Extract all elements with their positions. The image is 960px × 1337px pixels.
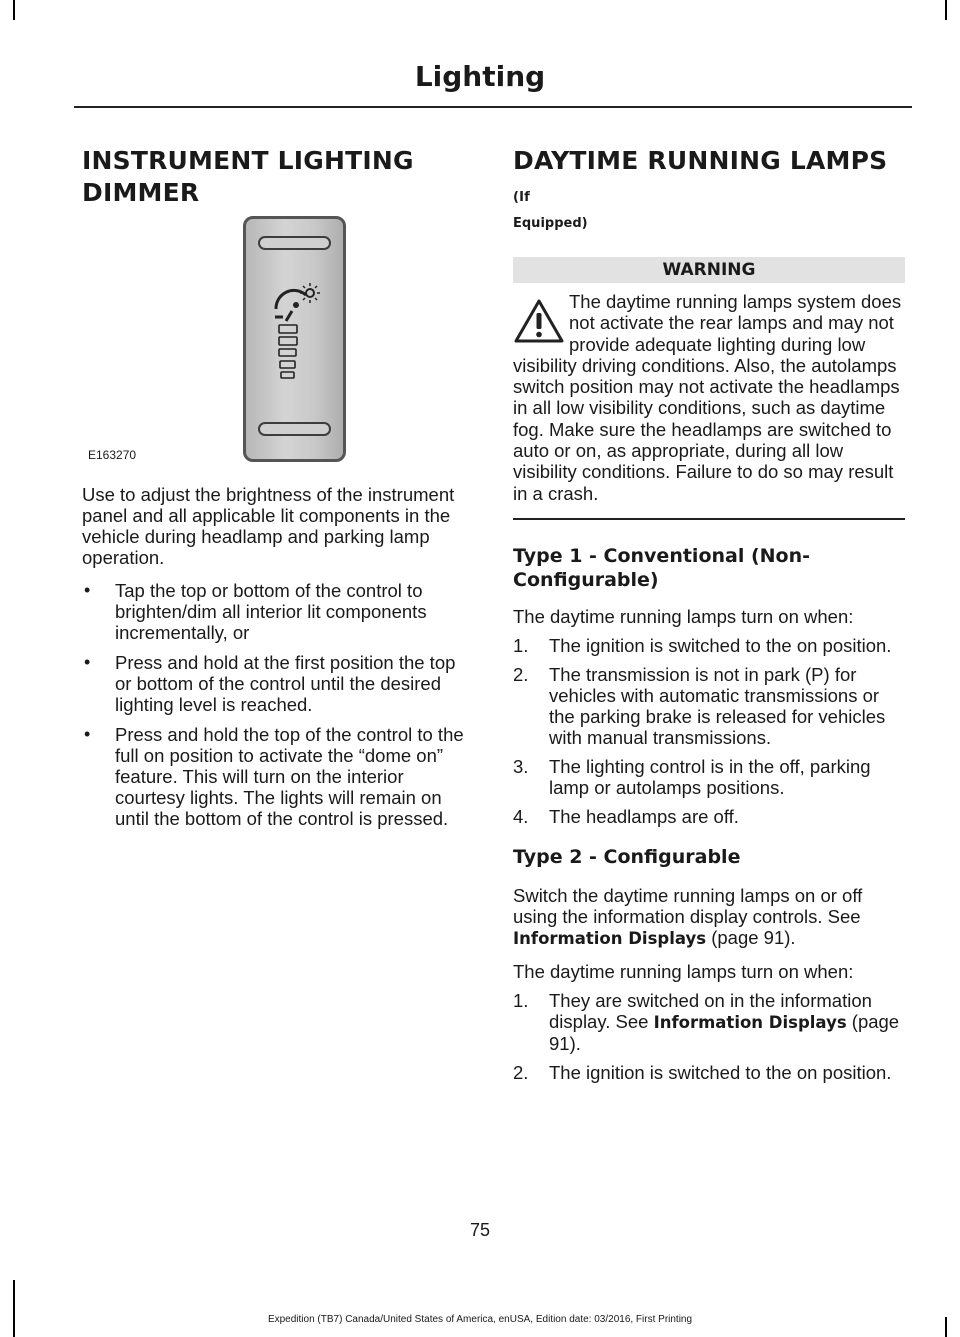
step-number: 2. (513, 1061, 529, 1083)
warning-text: The daytime running lamps system does not activate the rear lamps and may not provide adequate lighting during low visibility driving conditions. Also, the autolamps switch position may not activate the headlamps in all low visibility conditions, such as daytime fog. Make sure the headlamps are switched to auto or on, as appropriate, during all low visibility conditions. Failure to do so may result in a crash. (513, 291, 902, 504)
step-number: 4. (513, 805, 529, 827)
page-ref: (page 91). (711, 926, 796, 948)
left-column (82, 145, 474, 838)
drl-heading-equipped: Equipped) (513, 216, 588, 231)
dimmer-brightness-icon (266, 281, 326, 411)
dimmer-heading-line2: DIMMER (82, 178, 200, 207)
switch-top-slot (258, 236, 331, 250)
warning-triangle-icon (513, 297, 565, 345)
step-number: 3. (513, 755, 529, 777)
dimmer-switch-figure (86, 209, 351, 464)
step-text: They are switched on in the information display. See (549, 989, 872, 1032)
step-text: The headlamps are off. (549, 805, 739, 827)
list-item (513, 990, 905, 1054)
list-item (513, 806, 905, 827)
dimmer-intro: Use to adjust the brightness of the instrument panel and all applicable lit components in the vehicle during headlamp and parking lamp operation. (82, 484, 455, 568)
step-number: 1. (513, 634, 529, 656)
list-item (513, 756, 905, 798)
list-item: • Press and hold at the first position the top or bottom of the control until the desired lighting level is reached. (82, 652, 474, 715)
step-text: The transmission is not in park (P) for vehicles with automatic transmissions or the parking brake is released for vehicles with manual transmissions. (549, 663, 886, 748)
crop-mark-top-right (945, 0, 947, 20)
list-item: • Press and hold the top of the control to the full on position to activate the “dome on” feature. This will turn on the interior courtesy lights. The lights will remain on until the bottom of the control is pressed. (82, 724, 474, 829)
header-rule (74, 106, 912, 108)
dimmer-bullet-list (82, 580, 474, 829)
page-number: 75 (469, 1220, 491, 1240)
crop-mark-bottom-left (13, 1280, 15, 1337)
list-item: • Tap the top or bottom of the control to brighten/dim all interior lit components incrementally, or (82, 580, 474, 643)
drl-heading-text: DAYTIME RUNNING LAMPS (513, 146, 888, 175)
type2-paragraph (513, 885, 905, 949)
dimmer-heading (82, 145, 474, 209)
figure-label: E163270 (88, 448, 137, 462)
list-item (513, 1062, 905, 1083)
step-text: The ignition is switched to the on position. (549, 634, 892, 656)
type2-steps (513, 990, 905, 1083)
drl-heading (513, 145, 905, 214)
right-column (513, 145, 905, 1091)
type1-steps (513, 635, 905, 827)
step-number: 2. (513, 663, 529, 685)
page-header-title: Lighting (414, 60, 546, 93)
step-number: 1. (513, 989, 529, 1011)
list-item (513, 664, 905, 748)
type1-heading: Type 1 - Conventional (Non-Configurable) (513, 544, 811, 591)
step-text: The ignition is switched to the on position. (549, 1061, 892, 1083)
information-displays-link[interactable]: Information Displays (513, 928, 707, 948)
crop-mark-top-left (13, 0, 15, 20)
type2-text: Switch the daytime running lamps on or off using the information display controls. See (513, 884, 863, 927)
list-item (513, 635, 905, 656)
page-ref: (page 91). (549, 1010, 900, 1054)
footer-text: Expedition (TB7) Canada/United States of America, enUSA, Edition date: 03/2016, First Printing (267, 1314, 693, 1325)
information-displays-link[interactable]: Information Displays (653, 1012, 847, 1032)
warning-title: WARNING (513, 257, 905, 283)
warning-box (513, 291, 905, 520)
type1-intro: The daytime running lamps turn on when: (513, 605, 854, 627)
type2-intro: The daytime running lamps turn on when: (513, 960, 854, 982)
drl-heading-if: (If (513, 190, 531, 205)
type2-heading: Type 2 - Configurable (513, 845, 741, 868)
switch-bottom-slot (258, 422, 331, 436)
step-text: The lighting control is in the off, parking lamp or autolamps positions. (549, 755, 871, 798)
dimmer-switch-illustration (243, 216, 346, 462)
dimmer-heading-line1: INSTRUMENT LIGHTING (82, 146, 414, 175)
